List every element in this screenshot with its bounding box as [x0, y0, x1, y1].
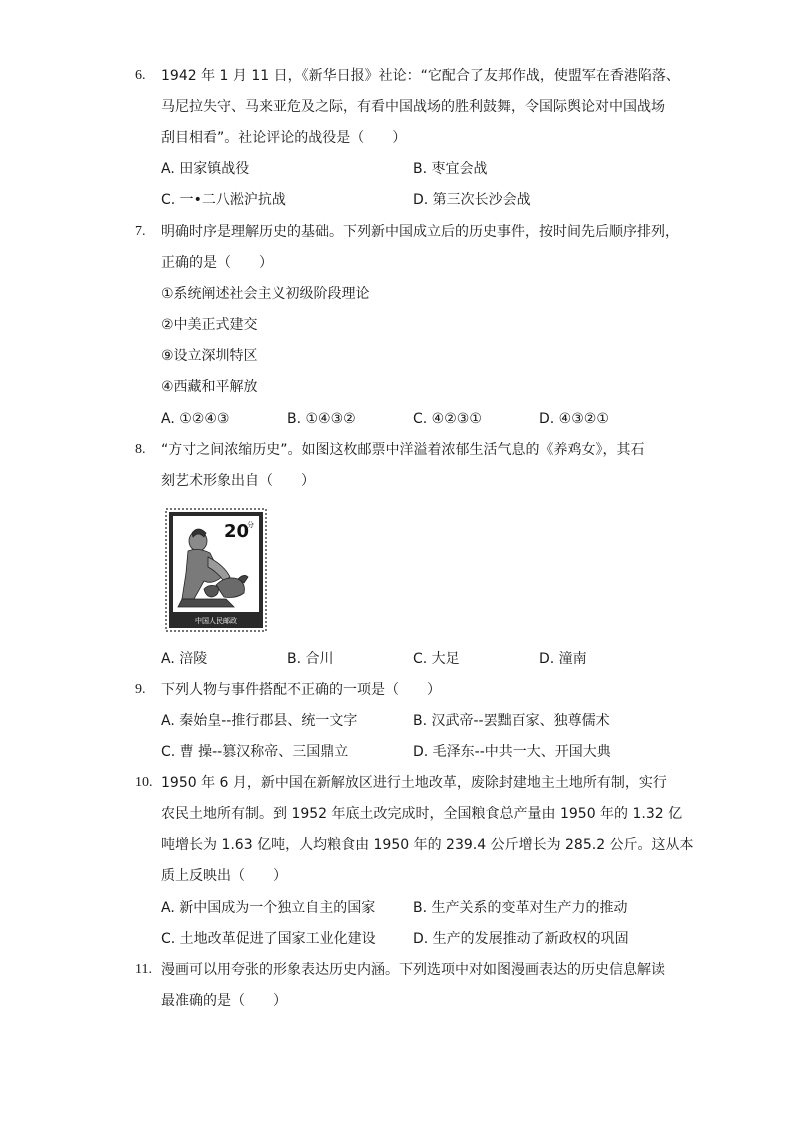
question-6-option-d[interactable]: D. 第三次长沙会战 — [413, 192, 531, 208]
question-6-option-c[interactable]: C. 一•二八淞沪抗战 — [161, 192, 286, 208]
question-8-option-d[interactable]: D. 潼南 — [539, 651, 587, 667]
stamp-issuer: 中国人民邮政 — [195, 617, 237, 625]
question-6-stem-line-2: 马尼拉失守、马来亚危及之际，有看中国战场的胜利鼓舞，令国际舆论对中国战场 — [161, 99, 665, 115]
question-6-stem-line-1: 1942 年 1 月 11 日，《新华日报》社论：“它配合了友邦作战，使盟军在香港陷落、 — [161, 68, 680, 84]
question-9-option-c[interactable]: C. 曹 操--篡汉称帝、三国鼎立 — [161, 744, 349, 760]
stamp-denomination: 20 — [224, 521, 250, 542]
question-11-stem-line-2: 最准确的是（ ） — [161, 993, 287, 1009]
question-9-number: 9. — [135, 682, 146, 697]
question-6-option-b[interactable]: B. 枣宜会战 — [413, 161, 488, 177]
question-6-number: 6. — [135, 68, 146, 83]
question-6-option-a[interactable]: A. 田家镇战役 — [161, 161, 250, 177]
question-11-stem-line-1: 漫画可以用夸张的形象表达历史内涵。下列选项中对如图漫画表达的历史信息解读 — [161, 962, 665, 978]
question-10-stem-line-3: 吨增长为 1.63 亿吨，人均粮食由 1950 年的 239.4 公斤增长为 285.2 公斤。这从本 — [161, 837, 694, 853]
question-10-option-c[interactable]: C. 土地改革促进了国家工业化建设 — [161, 931, 376, 947]
question-7-item-3: ⑨设立深圳特区 — [161, 348, 258, 364]
question-7-option-a[interactable]: A. ①②④③ — [161, 411, 230, 427]
question-10-option-d[interactable]: D. 生产的发展推动了新政权的巩固 — [413, 931, 629, 947]
question-9-option-b[interactable]: B. 汉武帝--罢黜百家、独尊儒术 — [413, 713, 610, 729]
question-10-number: 10. — [135, 775, 153, 790]
question-8-option-b[interactable]: B. 合川 — [287, 651, 334, 667]
question-10-stem-line-2: 农民土地所有制。到 1952 年底土改完成时，全国粮食总产量由 1950 年的 1.32 亿 — [161, 806, 683, 822]
question-7-item-4: ④西藏和平解放 — [161, 379, 258, 395]
stamp-image — [164, 507, 268, 633]
question-8-option-a[interactable]: A. 涪陵 — [161, 651, 208, 667]
question-10-stem-line-1: 1950 年 6 月，新中国在新解放区进行土地改革，废除封建地主土地所有制，实行 — [161, 775, 667, 791]
question-10-option-a[interactable]: A. 新中国成为一个独立自主的国家 — [161, 900, 376, 916]
question-8-stem-line-1: “方寸之间浓缩历史”。如图这枚邮票中洋溢着浓郁生活气息的《养鸡女》，其石 — [161, 442, 645, 458]
stamp-figure-illustration — [164, 507, 268, 633]
question-8-option-c[interactable]: C. 大足 — [413, 651, 460, 667]
question-9-stem-line-1: 下列人物与事件搭配不正确的一项是（ ） — [161, 682, 441, 698]
question-7-option-d[interactable]: D. ④③②① — [539, 411, 609, 427]
question-11-number: 11. — [135, 962, 152, 977]
question-7-number: 7. — [135, 224, 146, 239]
question-9-option-a[interactable]: A. 秦始皇--推行郡县、统一文字 — [161, 713, 358, 729]
question-6-stem-line-3: 刮目相看”。社论评论的战役是（ ） — [161, 130, 407, 146]
question-7-option-c[interactable]: C. ④②③① — [413, 411, 482, 427]
question-7-option-b[interactable]: B. ①④③② — [287, 411, 356, 427]
stamp-denomination-unit: 分 — [247, 521, 254, 529]
question-8-number: 8. — [135, 442, 146, 457]
question-9-option-d[interactable]: D. 毛泽东--中共一大、开国大典 — [413, 744, 611, 760]
question-8-stem-line-2: 刻艺术形象出自（ ） — [161, 473, 315, 489]
question-7-item-2: ②中美正式建交 — [161, 317, 258, 333]
question-10-stem-line-4: 质上反映出（ ） — [161, 868, 287, 884]
question-7-stem-line-1: 明确时序是理解历史的基础。下列新中国成立后的历史事件，按时间先后顺序排列， — [161, 224, 679, 240]
question-7-stem-line-2: 正确的是（ ） — [161, 255, 273, 271]
question-10-option-b[interactable]: B. 生产关系的变革对生产力的推动 — [413, 900, 628, 916]
question-7-item-1: ①系统阐述社会主义初级阶段理论 — [161, 286, 370, 302]
